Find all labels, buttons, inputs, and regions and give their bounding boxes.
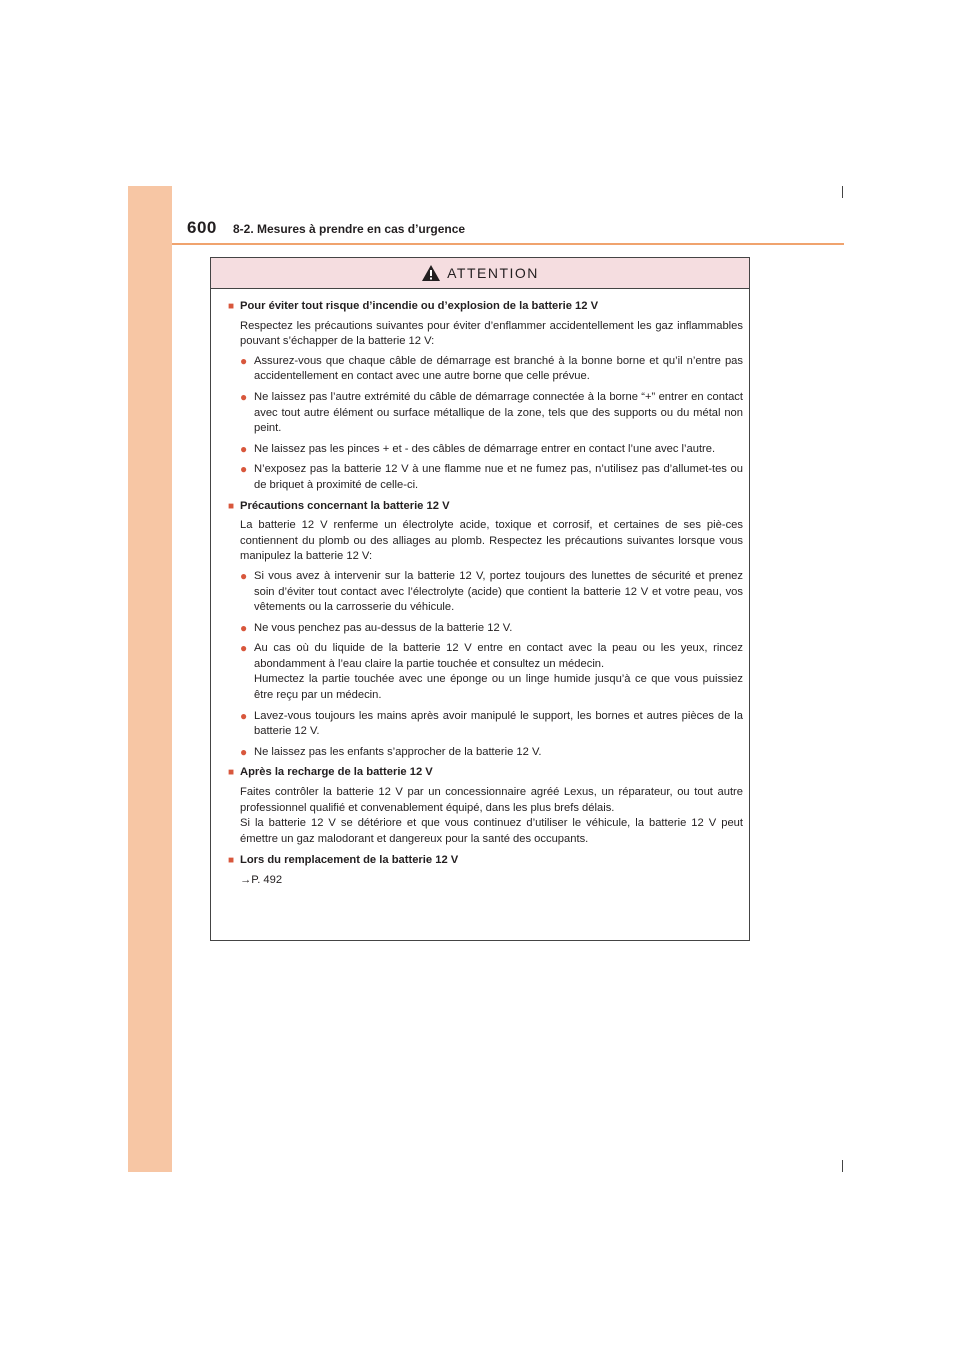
- list-item: ● Assurez-vous que chaque câble de démarrage est branché à la bonne borne et qu’il n’entre pas accidentellement en contact avec une autre borne que celle prévue.: [240, 354, 743, 385]
- section-replacement: [228, 853, 743, 888]
- section-heading: Précautions concernant la batterie 12 V: [240, 499, 450, 512]
- page-number: 600: [187, 218, 217, 237]
- list-item: ● Si vous avez à intervenir sur la batterie 12 V, portez toujours des lunettes de sécurité et prenez soin d’éviter tout contact avec l’électrolyte (acide) que contient la batterie 12 V et votre peau, vos vêtements ou la carrosserie du véhicule.: [240, 569, 743, 616]
- bullet-dot-icon: ●: [240, 389, 248, 404]
- crop-mark-top: [842, 186, 843, 198]
- bullet-dot-icon: ●: [240, 568, 248, 583]
- square-bullet-icon: ■: [228, 855, 235, 867]
- side-color-band: [128, 186, 172, 1172]
- bullet-dot-icon: ●: [240, 353, 248, 368]
- list-item: ● N’exposez pas la batterie 12 V à une flamme nue et ne fumez pas, n’utilisez pas d’allumet-tes ou de briquet à proximité de celle-ci.: [240, 462, 743, 493]
- bullet-dot-icon: ●: [240, 620, 248, 635]
- section-fire-explosion: [228, 299, 743, 494]
- section-heading: Après la recharge de la batterie 12 V: [240, 766, 433, 779]
- section-title: 8-2. Mesures à prendre en cas d’urgence: [233, 222, 466, 236]
- list-item: ● Ne laissez pas les enfants s’approcher de la batterie 12 V.: [240, 744, 542, 759]
- list-item: ● Ne laissez pas les pinces + et - des câbles de démarrage entrer en contact l’une avec l’autre.: [240, 441, 716, 456]
- crop-mark-bottom: [842, 1160, 843, 1172]
- attention-header: [211, 258, 749, 289]
- header-rule: [172, 243, 844, 245]
- bullet-dot-icon: ●: [240, 462, 248, 477]
- page-reference-link[interactable]: →P. 492: [240, 874, 283, 886]
- bullet-dot-icon: ●: [240, 708, 248, 723]
- bullet-dot-icon: ●: [240, 441, 248, 456]
- list-item: ● Au cas où du liquide de la batterie 12 V entre en contact avec la peau ou les yeux, rincez abondamment à l’eau claire la partie touchée et consultez un médecin. Humectez la partie touchée avec une éponge ou un linge humide jusqu’à ce que vous puissiez être reçu par un médecin.: [240, 641, 743, 703]
- square-bullet-icon: ■: [228, 301, 235, 312]
- section-after-recharge: [228, 765, 743, 847]
- attention-content: [211, 289, 749, 889]
- attention-box: [210, 257, 750, 941]
- square-bullet-icon: ■: [228, 767, 235, 779]
- section-intro: Faites contrôler la batterie 12 V par un concessionnaire agréé Lexus, un réparateur, ou tout autre professionnel qualifié et convenablement équipé, dans les plus brefs délais. Si la batterie 12 V se détériore et que vous continuez d’utiliser le véhicule, la batterie 12 V peut émettre un gaz malodorant et dangereux pour la santé des occupants.: [240, 786, 743, 845]
- section-intro: La batterie 12 V renferme un électrolyte acide, toxique et corrosif, et certaines de ses piè-ces contiennent du plomb ou des alliages au plomb. Respectez les précautions suivantes lorsque vous manipulez la batterie 12 V:: [240, 519, 743, 563]
- list-item: ● Lavez-vous toujours les mains après avoir manipulé le support, les bornes et autres pièces de la batterie 12 V.: [240, 709, 743, 740]
- section-heading: Lors du remplacement de la batterie 12 V: [240, 854, 459, 867]
- section-heading: Pour éviter tout risque d’incendie ou d’explosion de la batterie 12 V: [240, 300, 599, 312]
- bullet-dot-icon: ●: [240, 744, 248, 759]
- section-battery-precautions: [228, 499, 743, 761]
- bullet-dot-icon: ●: [240, 641, 248, 656]
- list-item: ● Ne laissez pas l’autre extrémité du câble de démarrage connectée à la borne “+” entrer en contact avec tout autre élément ou surface métallique de la zone, tels que des supports ou du métal non peint.: [240, 390, 743, 437]
- list-item: ● Ne vous penchez pas au-dessus de la batterie 12 V.: [240, 620, 513, 635]
- warning-icon: [421, 264, 441, 282]
- square-bullet-icon: ■: [228, 500, 235, 512]
- section-intro: Respectez les précautions suivantes pour éviter d’enflammer accidentellement les gaz inflammables pouvant s’échapper de la batterie 12 V:: [240, 319, 743, 348]
- attention-title: ATTENTION: [447, 265, 539, 281]
